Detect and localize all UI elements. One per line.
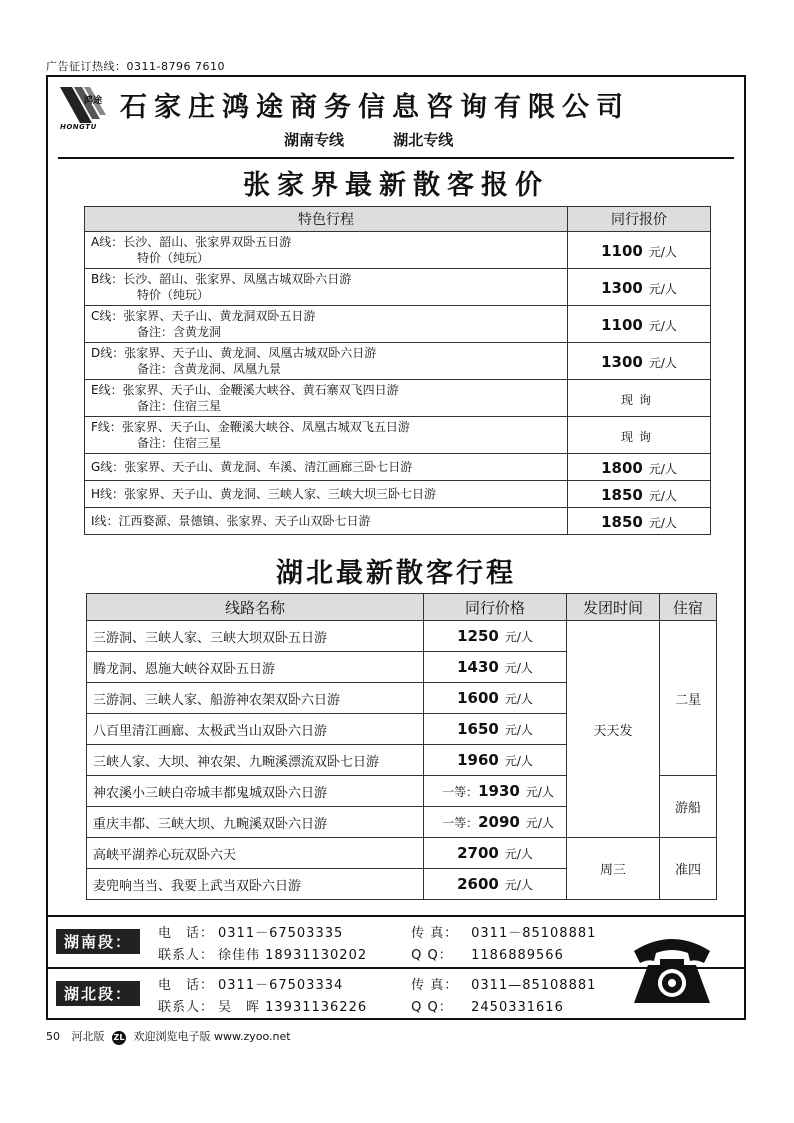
col-price: 同行报价 [568, 207, 711, 232]
edition-label: 河北版 [71, 1030, 105, 1043]
header-divider [58, 157, 734, 159]
table-row [85, 380, 711, 417]
page-frame [46, 75, 746, 1020]
table-header [85, 207, 711, 232]
route-cell: I线：江西婺源、景德镇、张家界、天子山双卧七日游 [85, 508, 568, 535]
price-cell: 1650 元/人 [424, 714, 567, 745]
route-cell: E线：张家界、天子山、金鞭溪大峡谷、黄石寨双飞四日游 备注：住宿三星 [85, 380, 568, 417]
route-name: 三游洞、三峡人家、三峡大坝双卧五日游 [87, 621, 424, 652]
line-hunan: 湖南专线 [284, 131, 345, 149]
col-route-name: 线路名称 [87, 594, 424, 621]
col-depart: 发团时间 [567, 594, 660, 621]
route-cell: B线：长沙、韶山、张家界、凤凰古城双卧六日游 特价（纯玩） [85, 269, 568, 306]
telephone-icon [626, 929, 718, 1009]
table-header [87, 594, 717, 621]
route-name: 高峡平湖养心玩双卧六天 [87, 838, 424, 869]
col-stay: 住宿 [660, 594, 717, 621]
logo-cn: 鸿途 [84, 96, 103, 106]
route-cell: D线：张家界、天子山、黄龙洞、凤凰古城双卧六日游 备注：含黄龙洞、凤凰九景 [85, 343, 568, 380]
table-row [85, 232, 711, 269]
stay-quasi-4: 准四 [660, 838, 717, 900]
route-name: 重庆丰都、三峡大坝、九畹溪双卧六日游 [87, 807, 424, 838]
price-cell: 一等：2090 元/人 [424, 807, 567, 838]
route-cell: F线：张家界、天子山、金鞭溪大峡谷、凤凰古城双飞五日游 备注：住宿三星 [85, 417, 568, 454]
price-cell: 2600 元/人 [424, 869, 567, 900]
price-cell: 现询 [568, 417, 711, 454]
route-name: 三峡人家、大坝、神农架、九畹溪漂流双卧七日游 [87, 745, 424, 776]
contact-row: 联系人： 徐佳伟 18931130202 Q Q： 1186889566 [158, 944, 564, 963]
contact-row: 电 话： 0311－67503334 传 真： 0311—85108881 [158, 974, 596, 993]
price-cell: 1800 元/人 [568, 454, 711, 481]
table-row [85, 306, 711, 343]
price-cell: 2700 元/人 [424, 838, 567, 869]
table-row [85, 269, 711, 306]
zhangjiajie-title: 张家界最新散客报价 [243, 170, 549, 201]
col-price: 同行价格 [424, 594, 567, 621]
price-cell: 1250 元/人 [424, 621, 567, 652]
price-cell: 1850 元/人 [568, 508, 711, 535]
route-name: 腾龙洞、恩施大峡谷双卧五日游 [87, 652, 424, 683]
table-row [85, 417, 711, 454]
phone-number: 0311－67503335 [218, 926, 344, 941]
hubei-title: 湖北最新散客行程 [276, 558, 516, 589]
table-row [85, 508, 711, 535]
price-cell: 1300 元/人 [568, 269, 711, 306]
col-route: 特色行程 [85, 207, 568, 232]
route-cell: A线：长沙、韶山、张家界双卧五日游 特价（纯玩） [85, 232, 568, 269]
price-cell: 1850 元/人 [568, 481, 711, 508]
price-cell: 现询 [568, 380, 711, 417]
price-cell: 一等：1930 元/人 [424, 776, 567, 807]
fax-number: 0311—85108881 [471, 978, 597, 993]
phone-number: 0311－67503334 [218, 978, 344, 993]
page-footer [46, 1028, 291, 1045]
price-cell: 1600 元/人 [424, 683, 567, 714]
company-header [48, 77, 744, 159]
table-row [85, 343, 711, 380]
segment-label-hubei: 湖北段： [56, 981, 140, 1006]
fax-number: 0311－85108881 [471, 926, 597, 941]
zl-badge-icon: ZL [112, 1031, 126, 1045]
footer-website[interactable]: 欢迎浏览电子版 www.zyoo.net [133, 1030, 291, 1043]
route-name: 八百里清江画廊、太极武当山双卧六日游 [87, 714, 424, 745]
table-row [85, 454, 711, 481]
line-hubei: 湖北专线 [393, 131, 454, 149]
company-name: 石家庄鸿途商务信息咨询有限公司 [120, 92, 630, 123]
price-cell: 1430 元/人 [424, 652, 567, 683]
segment-label-hunan: 湖南段： [56, 929, 140, 954]
price-cell: 1100 元/人 [568, 306, 711, 343]
qq-number: 2450331616 [471, 1000, 564, 1015]
page-number: 50 [46, 1030, 60, 1043]
price-cell: 1100 元/人 [568, 232, 711, 269]
depart-daily: 天天发 [567, 621, 660, 838]
contact-person: 吴 晖 13931136226 [218, 1000, 368, 1015]
stay-ship: 游船 [660, 776, 717, 838]
route-cell: H线：张家界、天子山、黄龙洞、三峡人家、三峡大坝三卧七日游 [85, 481, 568, 508]
depart-wednesday: 周三 [567, 838, 660, 900]
price-cell: 1960 元/人 [424, 745, 567, 776]
route-name: 神农溪小三峡白帝城丰都鬼城双卧六日游 [87, 776, 424, 807]
stay-2star: 二星 [660, 621, 717, 776]
route-cell: C线：张家界、天子山、黄龙洞双卧五日游 备注：含黄龙洞 [85, 306, 568, 343]
qq-number: 1186889566 [471, 948, 564, 963]
price-cell: 1300 元/人 [568, 343, 711, 380]
table-row [87, 621, 717, 652]
hubei-table [86, 593, 717, 900]
contact-row: 联系人： 吴 晖 13931136226 Q Q： 2450331616 [158, 996, 564, 1015]
route-lines [284, 129, 497, 150]
table-row [85, 481, 711, 508]
table-row [87, 838, 717, 869]
route-name: 三游洞、三峡人家、船游神农架双卧六日游 [87, 683, 424, 714]
logo-en: HONGTU [60, 123, 97, 131]
contact-person: 徐佳伟 18931130202 [218, 948, 368, 963]
ad-hotline: 广告征订热线：0311-8796 7610 [46, 60, 225, 73]
contact-row: 电 话： 0311－67503335 传 真： 0311－85108881 [158, 922, 596, 941]
route-name: 麦兜响当当、我要上武当双卧六日游 [87, 869, 424, 900]
zhangjiajie-table [84, 206, 711, 535]
route-cell: G线：张家界、天子山、黄龙洞、车溪、清江画廊三卧七日游 [85, 454, 568, 481]
